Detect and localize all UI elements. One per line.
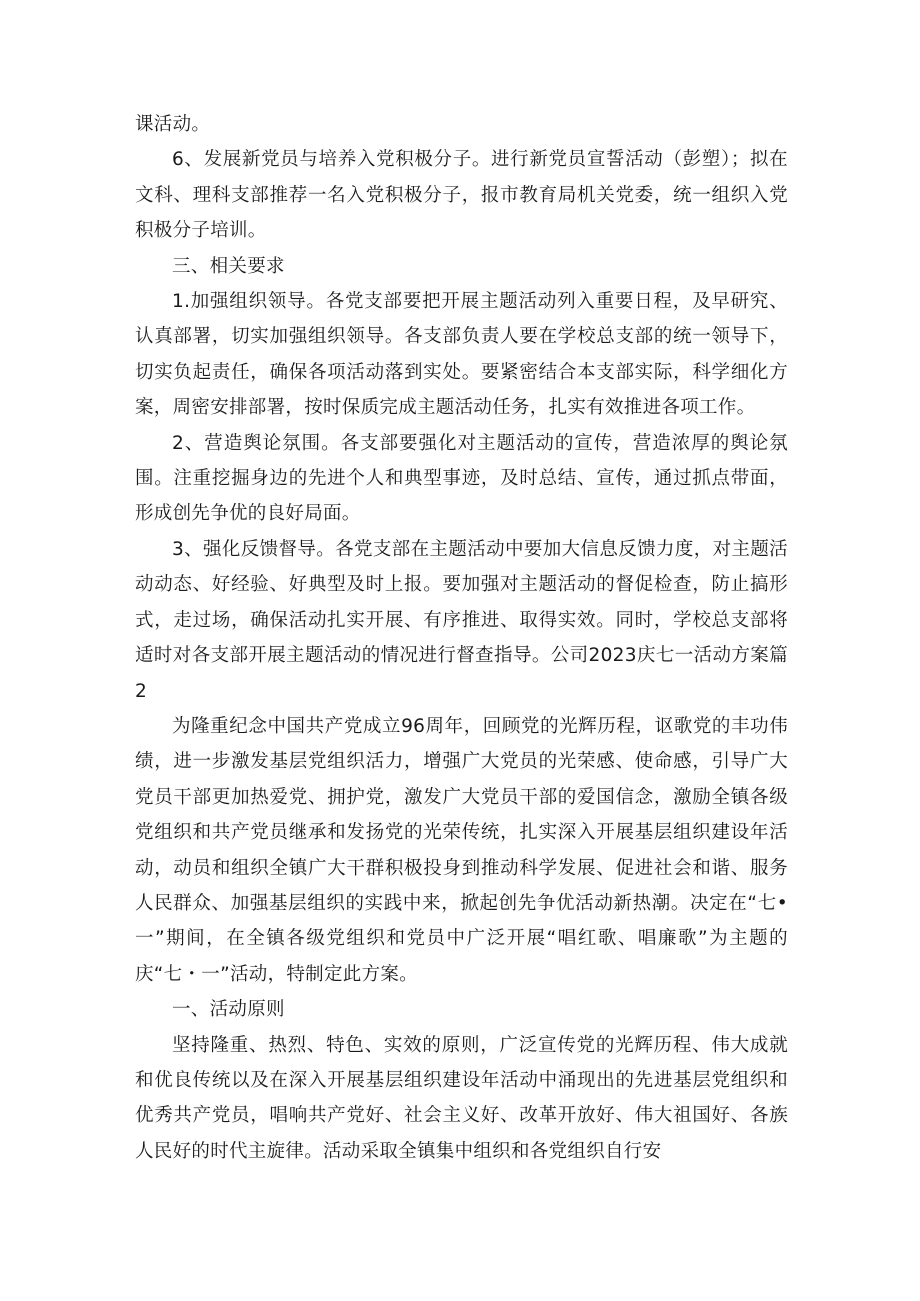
paragraph-requirement-3: 3、强化反馈督导。各党支部在主题活动中要加大信息反馈力度，对主题活动动态、好经验、好典型及时上报。要加强对主题活动的督促检查，防止搞形式，走过场，确保活动扎实开展、有序推进、取得实效。同时，学校总支部将适时对各支部开展主题活动的情况进行督查指导。公司2023庆七一活动方案篇2	[135, 538, 788, 702]
paragraph-requirement-2: 2、营造舆论氛围。各支部要强化对主题活动的宣传，营造浓厚的舆论氛围。注重挖掘身边的先进个人和典型事迹，及时总结、宣传，通过抓点带面，形成创先争优的良好局面。	[135, 432, 788, 525]
section-heading-requirements: 三、相关要求	[172, 255, 285, 277]
paragraph-intro-plan-2: 为隆重纪念中国共产党成立96周年，回顾党的光辉历程，讴歌党的丰功伟绩，进一步激发基层党组织活力，增强广大党员的光荣感、使命感，引导广大党员干部更加热爱党、拥护党，激发广大党员干部的爱国信念，激励全镇各级党组织和共产党员继承和发扬党的光荣传统，扎实深入开展基层组织建设年活动，动员和组织全镇广大干群积极投身到推动科学发展、促进社会和谐、服务人民群众、加强基层组织的实践中来，掀起创先争优活动新热潮。决定在“七•一”期间，在全镇各级党组织和党员中广泛开展“唱红歌、唱廉歌”为主题的庆“七・一”活动，特制定此方案。	[135, 715, 788, 985]
paragraph-requirement-1: 1.加强组织领导。各党支部要把开展主题活动列入重要日程，及早研究、认真部署，切实加强组织领导。各支部负责人要在学校总支部的统一领导下，切实负起责任，确保各项活动落到实处。要紧密结合本支部实际，科学细化方案，周密安排部署，按时保质完成主题活动任务，扎实有效推进各项工作。	[135, 291, 788, 419]
paragraph-principles: 坚持隆重、热烈、特色、实效的原则，广泛宣传党的光辉历程、伟大成就和优良传统以及在深入开展基层组织建设年活动中涌现出的先进基层党组织和优秀共产党员，唱响共产党好、社会主义好、改革开放好、伟大祖国好、各族人民好的时代主旋律。活动采取全镇集中组织和各党组织自行安	[135, 1034, 788, 1162]
section-heading-principles: 一、活动原则	[172, 999, 285, 1021]
paragraph-continuation: 课活动。	[135, 114, 211, 135]
paragraph-item-6: 6、发展新党员与培养入党积极分子。进行新党员宣誓活动（彭塑）；拟在文科、理科支部推荐一名入党积极分子，报市教育局机关党委，统一组织入党积极分子培训。	[135, 149, 788, 242]
